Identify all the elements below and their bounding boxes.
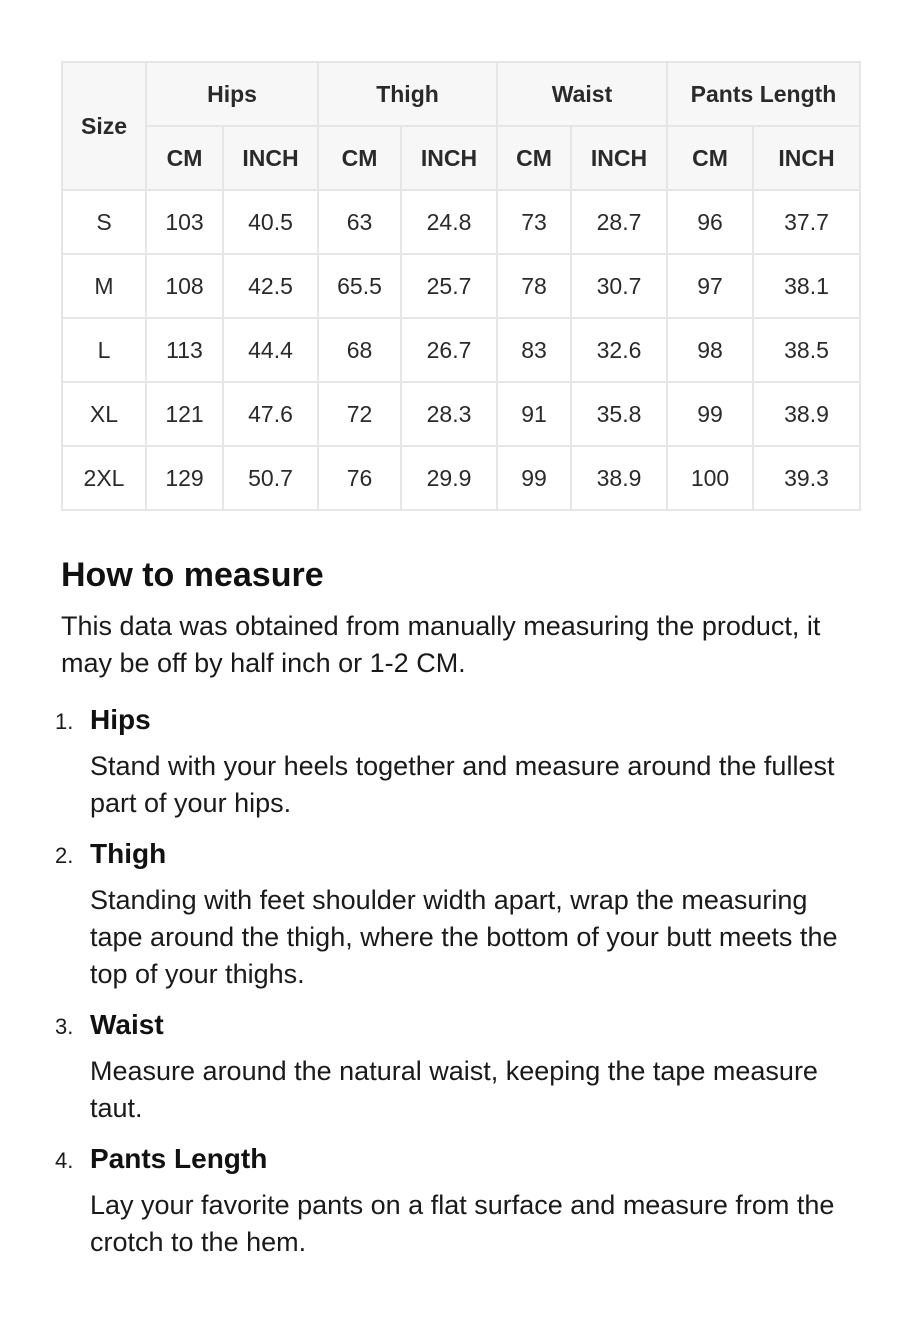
table-cell: 78 [497,254,571,318]
table-cell: 44.4 [223,318,318,382]
size-guide [55,61,859,1277]
table-cell: 96 [667,190,753,254]
table-cell: 38.5 [753,318,860,382]
table-cell: 38.1 [753,254,860,318]
unit-header: CM [667,126,753,190]
step-title: Pants Length [90,1143,268,1174]
size-cell: M [62,254,146,318]
size-cell: L [62,318,146,382]
table-cell: 72 [318,382,401,446]
step-description: Lay your favorite pants on a flat surface and measure from the crotch to the hem. [90,1190,835,1257]
step-number: 4. [55,1148,74,1173]
step-number: 2. [55,843,74,868]
table-cell: 40.5 [223,190,318,254]
measure-intro-text: This data was obtained from manually measuring the product, it may be off by half inch or 1-2 CM. [61,611,821,678]
table-row [62,318,860,382]
table-cell: 24.8 [401,190,497,254]
table-cell: 113 [146,318,223,382]
hips-header: Hips [146,62,318,126]
step-number: 3. [55,1014,74,1039]
table-cell: 26.7 [401,318,497,382]
table-cell: 29.9 [401,446,497,510]
table-header-row-groups [62,62,860,126]
unit-header: INCH [753,126,860,190]
table-cell: 38.9 [571,446,667,510]
table-row [62,446,860,510]
step-description: Stand with your heels together and measure around the fullest part of your hips. [90,751,835,818]
table-row [62,190,860,254]
list-item [55,1009,859,1127]
step-number: 1. [55,709,74,734]
table-cell: 129 [146,446,223,510]
table-cell: 28.7 [571,190,667,254]
table-cell: 47.6 [223,382,318,446]
unit-header: INCH [401,126,497,190]
table-cell: 68 [318,318,401,382]
table-cell: 38.9 [753,382,860,446]
step-title: Thigh [90,838,167,869]
size-cell: S [62,190,146,254]
pants-length-header: Pants Length [667,62,860,126]
step-title: Hips [90,704,151,735]
step-description: Measure around the natural waist, keeping the tape measure taut. [90,1056,818,1123]
size-header: Size [62,62,146,190]
table-cell: 108 [146,254,223,318]
table-cell: 103 [146,190,223,254]
thigh-header: Thigh [318,62,497,126]
table-cell: 42.5 [223,254,318,318]
table-cell: 98 [667,318,753,382]
table-cell: 97 [667,254,753,318]
table-cell: 35.8 [571,382,667,446]
table-cell: 76 [318,446,401,510]
unit-header: CM [497,126,571,190]
size-cell: XL [62,382,146,446]
size-chart-table [61,61,861,511]
table-cell: 73 [497,190,571,254]
table-cell: 91 [497,382,571,446]
table-cell: 50.7 [223,446,318,510]
waist-header: Waist [497,62,667,126]
unit-header: CM [146,126,223,190]
list-item [55,1143,859,1261]
table-cell: 65.5 [318,254,401,318]
table-cell: 32.6 [571,318,667,382]
table-cell: 39.3 [753,446,860,510]
table-cell: 37.7 [753,190,860,254]
size-cell: 2XL [62,446,146,510]
unit-header: INCH [571,126,667,190]
step-title: Waist [90,1009,164,1040]
table-cell: 99 [667,382,753,446]
list-item [55,838,859,993]
table-cell: 30.7 [571,254,667,318]
list-item [55,704,859,822]
how-to-measure-heading: How to measure [61,556,324,594]
table-row [62,382,860,446]
table-cell: 121 [146,382,223,446]
step-description: Standing with feet shoulder width apart, wrap the measuring tape around the thigh, where the bottom of your butt meets the top of your thighs. [90,885,838,989]
table-cell: 28.3 [401,382,497,446]
unit-header: INCH [223,126,318,190]
table-header-row-units [62,126,860,190]
table-row [62,254,860,318]
table-cell: 25.7 [401,254,497,318]
table-cell: 100 [667,446,753,510]
measure-steps-list [55,704,859,1261]
table-cell: 83 [497,318,571,382]
table-cell: 63 [318,190,401,254]
table-cell: 99 [497,446,571,510]
unit-header: CM [318,126,401,190]
